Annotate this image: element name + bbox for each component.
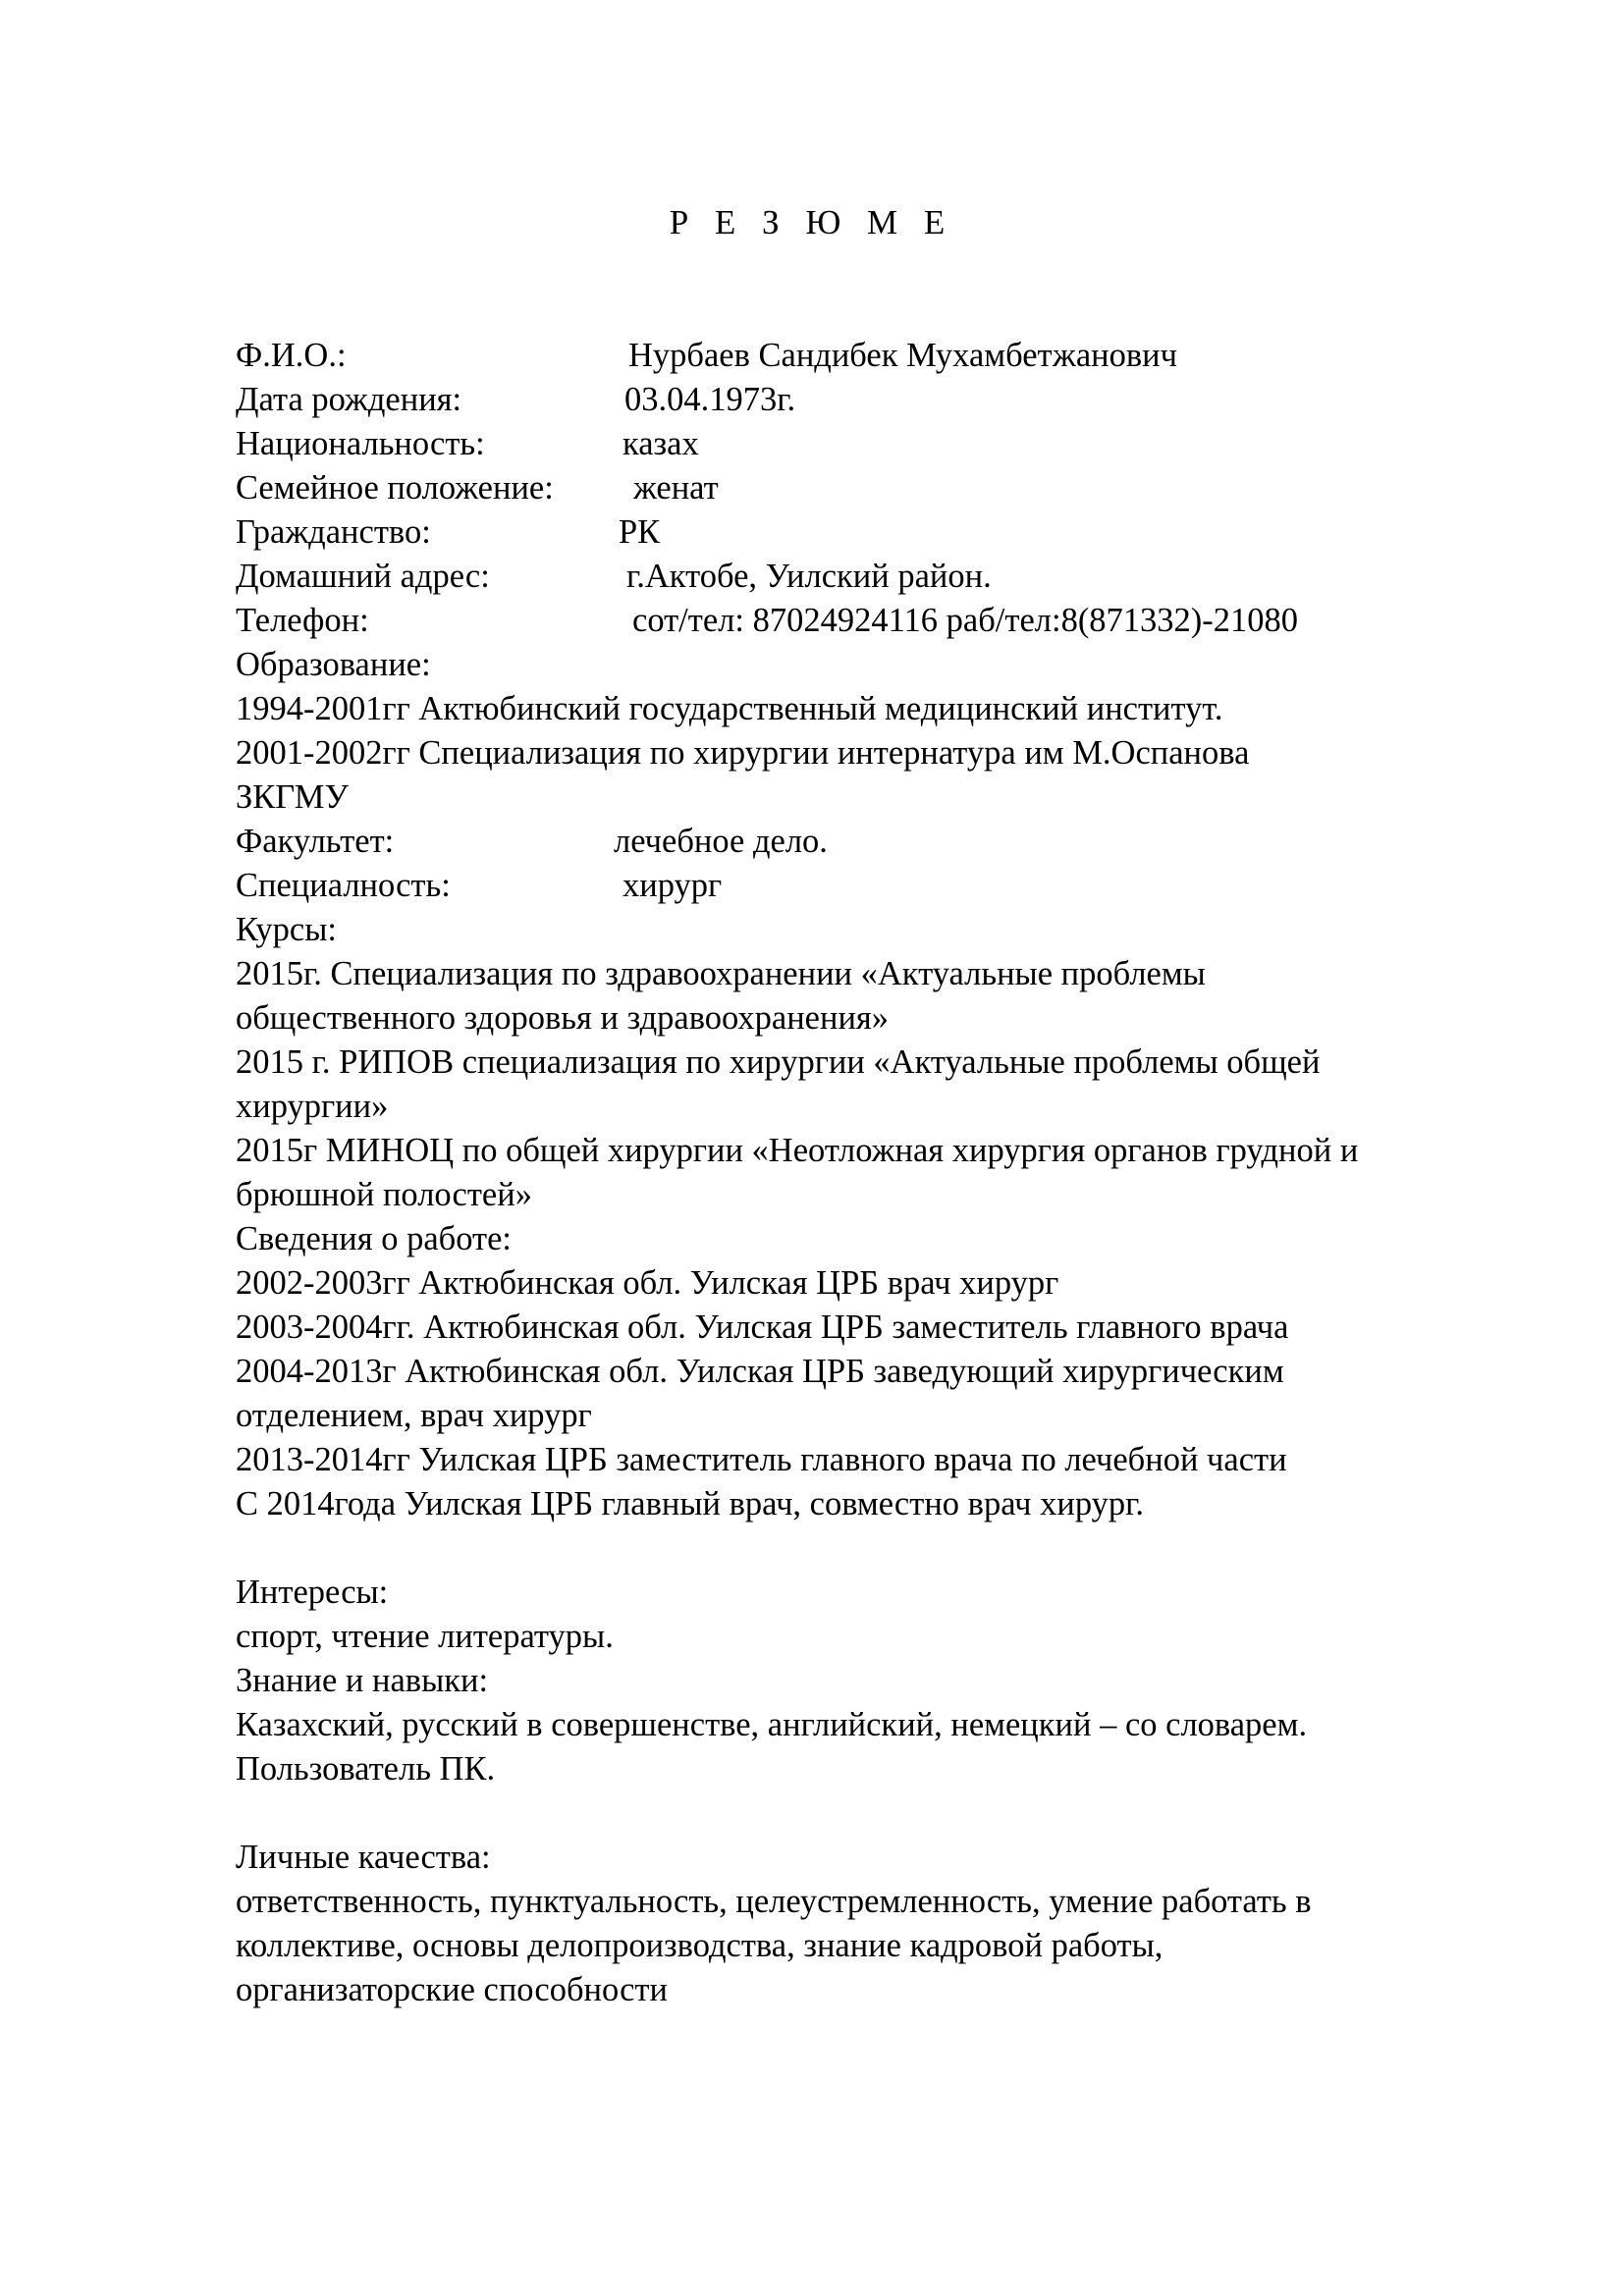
work-line: 2002-2003гг Актюбинская обл. Уилская ЦРБ врач хирург: [236, 1264, 1059, 1302]
nationality-label: Национальность:: [236, 425, 485, 462]
qualities-heading: Личные качества:: [236, 1839, 491, 1876]
birth-row: [236, 378, 1542, 422]
fio-value: Нурбаев Сандибек Мухамбетжанович: [628, 337, 1177, 374]
qualities-line: коллективе, основы делопроизводства, знание кадровой работы,: [236, 1927, 1163, 1964]
address-label: Домашний адрес:: [236, 558, 490, 595]
skills-line: Пользователь ПК.: [236, 1750, 496, 1788]
work-line: 2004-2013г Актюбинская обл. Уилская ЦРБ заведующий хирургическим: [236, 1353, 1284, 1390]
birth-label: Дата рождения:: [236, 381, 462, 418]
phone-label: Телефон:: [236, 602, 369, 639]
course-line: брюшной полостей»: [236, 1176, 532, 1213]
specialty-label: Специалность:: [236, 867, 451, 904]
work-line: отделением, врач хирург: [236, 1397, 592, 1434]
work-line: 2013-2014гг Уилская ЦРБ заместитель главного врача по лечебной части: [236, 1441, 1287, 1478]
citizenship-label: Гражданство:: [236, 513, 431, 551]
fio-label: Ф.И.О.:: [236, 337, 347, 374]
work-line: С 2014года Уилская ЦРБ главный врач, совместно врач хирург.: [236, 1485, 1144, 1522]
education-line: 2001-2002гг Специализация по хирургии интернатура им М.Оспанова: [236, 734, 1250, 772]
education-heading: Образование:: [236, 646, 431, 683]
resume-body: [236, 334, 1542, 2012]
document-title: Р Е З Ю М Е: [669, 203, 954, 241]
courses-heading: Курсы:: [236, 911, 337, 948]
course-line: 2015 г. РИПОВ специализация по хирургии «Актуальные проблемы общей: [236, 1043, 1321, 1081]
qualities-line: ответственность, пунктуальность, целеустремленность, умение работать в: [236, 1883, 1312, 1920]
faculty-row: [236, 820, 1542, 864]
phone-row: [236, 599, 1542, 643]
course-line: хирургии»: [236, 1088, 389, 1125]
spacer: [236, 1791, 1542, 1836]
citizenship-value: РК: [619, 513, 661, 551]
marital-value: женат: [633, 469, 719, 507]
specialty-row: [236, 864, 1542, 908]
interests-heading: Интересы:: [236, 1574, 389, 1611]
fio-row: [236, 334, 1542, 378]
work-line: 2003-2004гг. Актюбинская обл. Уилская ЦРБ заместитель главного врача: [236, 1308, 1289, 1346]
course-line: общественного здоровья и здравоохранения»: [236, 999, 890, 1037]
phone-value: сот/тел: 87024924116 раб/тел:8(871332)-21080: [632, 602, 1299, 639]
qualities-line: организаторские способности: [236, 1971, 668, 2008]
interests-value: спорт, чтение литературы.: [236, 1618, 614, 1655]
marital-label: Семейное положение:: [236, 469, 554, 507]
faculty-label: Факультет:: [236, 823, 395, 860]
specialty-value: хирург: [622, 867, 723, 904]
faculty-value: лечебное дело.: [614, 823, 828, 860]
skills-heading: Знание и навыки:: [236, 1662, 489, 1699]
marital-row: [236, 466, 1542, 510]
nationality-row: [236, 422, 1542, 466]
work-heading: Сведения о работе:: [236, 1220, 513, 1257]
birth-value: 03.04.1973г.: [624, 381, 796, 418]
address-row: [236, 555, 1542, 599]
nationality-value: казах: [622, 425, 699, 462]
spacer: [236, 1526, 1542, 1571]
citizenship-row: [236, 510, 1542, 555]
address-value: г.Актобе, Уилский район.: [626, 558, 992, 595]
education-line: ЗКГМУ: [236, 778, 349, 816]
course-line: 2015г. Специализация по здравоохранении «Актуальные проблемы: [236, 955, 1206, 992]
course-line: 2015г МИНОЦ по общей хирургии «Неотложная хирургия органов грудной и: [236, 1132, 1359, 1169]
education-line: 1994-2001гг Актюбинский государственный медицинский институт.: [236, 690, 1223, 727]
skills-line: Казахский, русский в совершенстве, английский, немецкий – со словарем.: [236, 1706, 1308, 1743]
